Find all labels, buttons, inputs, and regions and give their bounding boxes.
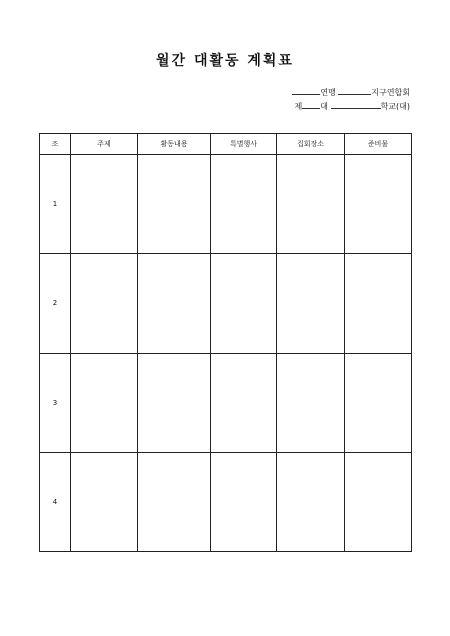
special-event-cell[interactable] [211,254,277,353]
header-line-troop [292,100,410,114]
header-info [292,86,410,114]
meeting-place-cell[interactable] [277,155,345,254]
column-header-activity: 활동내용 [138,134,211,155]
table-row [40,452,412,551]
special-event-cell[interactable] [211,155,277,254]
table-row [40,155,412,254]
union-name-blank[interactable] [292,86,320,95]
table-header-row [40,134,412,155]
supplies-cell[interactable] [345,155,412,254]
column-header-meeting-place: 집회장소 [277,134,345,155]
group-number-cell: 2 [40,254,71,353]
group-number-cell: 4 [40,452,71,551]
supplies-cell[interactable] [345,254,412,353]
meeting-place-cell[interactable] [277,254,345,353]
table-row [40,353,412,452]
activity-cell[interactable] [138,155,211,254]
school-suffix: 학교(대) [380,102,410,111]
troop-suffix: 대 [320,102,329,111]
table-row [40,254,412,353]
activity-cell[interactable] [138,452,211,551]
union-suffix: 연맹 [320,88,336,97]
meeting-place-cell[interactable] [277,452,345,551]
topic-cell[interactable] [71,254,138,353]
page-title: 월간 대활동 계획표 [156,53,294,69]
column-header-group: 조 [40,134,71,155]
group-number-cell: 3 [40,353,71,452]
group-number-cell: 1 [40,155,71,254]
troop-prefix: 제 [294,102,303,111]
column-header-topic: 주제 [71,134,138,155]
monthly-plan-table [39,133,412,552]
topic-cell[interactable] [71,155,138,254]
activity-cell[interactable] [138,353,211,452]
supplies-cell[interactable] [345,353,412,452]
header-line-union [292,86,410,100]
topic-cell[interactable] [71,353,138,452]
district-suffix: 지구연합회 [371,88,410,97]
supplies-cell[interactable] [345,452,412,551]
special-event-cell[interactable] [211,452,277,551]
school-name-blank[interactable] [331,100,381,109]
meeting-place-cell[interactable] [277,353,345,452]
special-event-cell[interactable] [211,353,277,452]
activity-cell[interactable] [138,254,211,353]
column-header-supplies: 준비물 [345,134,412,155]
troop-number-blank[interactable] [302,100,320,109]
topic-cell[interactable] [71,452,138,551]
column-header-special-event: 특별행사 [211,134,277,155]
district-name-blank[interactable] [338,86,371,95]
